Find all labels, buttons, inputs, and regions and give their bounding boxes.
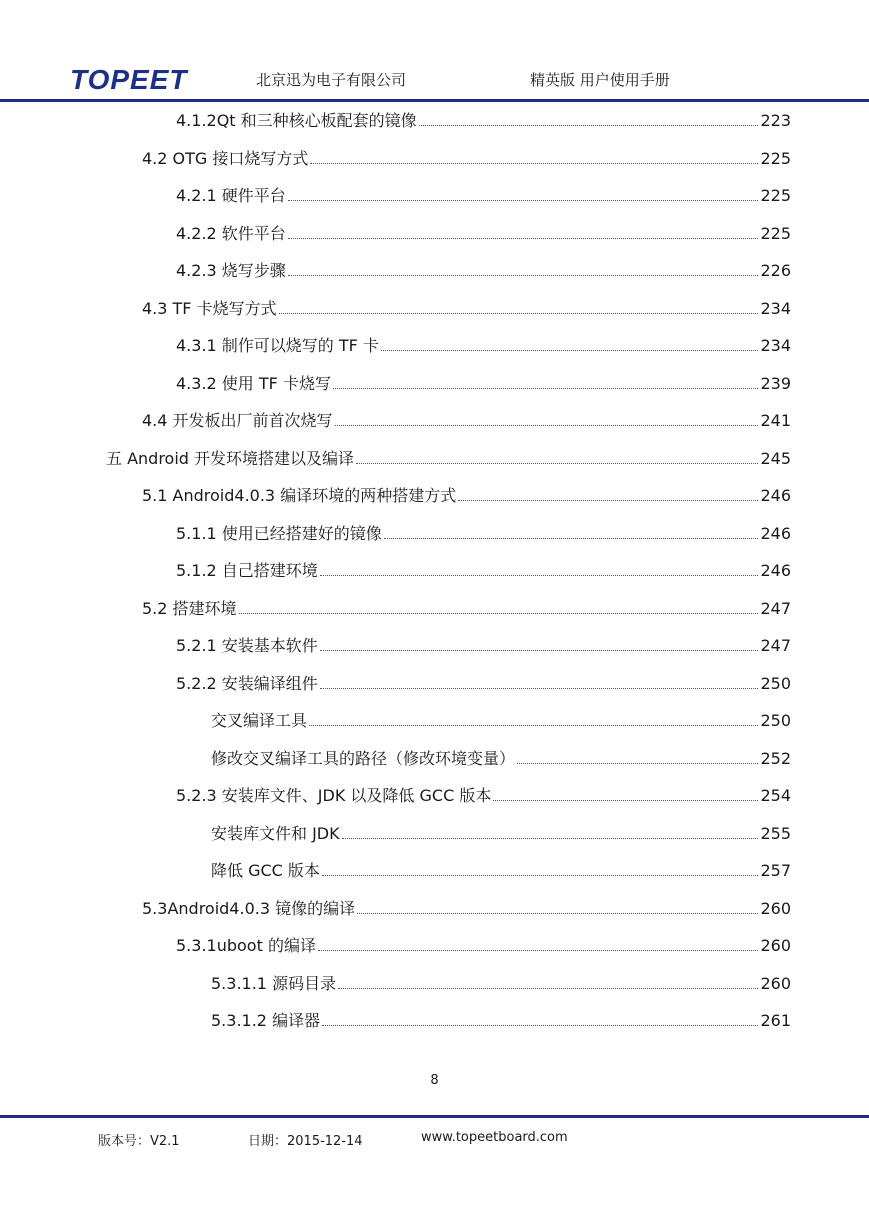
- toc-entry-page: 250: [760, 711, 791, 730]
- toc-entry-title: 4.2.2 软件平台: [176, 223, 286, 243]
- toc-entry-page: 247: [760, 636, 791, 655]
- toc-dot-leader: [320, 650, 759, 651]
- toc-dot-leader: [335, 425, 759, 426]
- toc-entry-page: 226: [760, 261, 791, 280]
- toc-entry-page: 241: [760, 411, 791, 430]
- toc-entry[interactable]: [211, 708, 791, 732]
- toc-entry[interactable]: [211, 971, 791, 995]
- toc-entry-title: 5.3Android4.0.3 镜像的编译: [142, 898, 356, 918]
- toc-entry[interactable]: [211, 858, 791, 882]
- toc-entry-title: 4.3 TF 卡烧写方式: [142, 298, 277, 318]
- toc-entry[interactable]: [106, 446, 791, 470]
- toc-entry-title: 安装库文件和 JDK: [211, 823, 340, 843]
- toc-entry[interactable]: [176, 108, 791, 132]
- toc-dot-leader: [310, 163, 758, 164]
- toc-entry-title: 4.2.1 硬件平台: [176, 186, 286, 205]
- toc-entry[interactable]: [176, 558, 791, 582]
- toc-entry-page: 246: [760, 486, 791, 505]
- toc-entry[interactable]: [176, 671, 791, 695]
- topeet-logo: TOPEET: [70, 64, 188, 95]
- toc-entry-page: 223: [760, 111, 791, 130]
- toc-dot-leader: [239, 613, 759, 614]
- toc-entry-page: 254: [760, 786, 791, 805]
- toc-entry-title: 降低 GCC 版本: [211, 861, 320, 880]
- toc-entry[interactable]: [142, 408, 791, 432]
- footer-divider: [0, 1115, 869, 1118]
- toc-entry-page: 247: [760, 598, 791, 618]
- toc-dot-leader: [419, 125, 759, 126]
- toc-dot-leader: [356, 463, 758, 464]
- toc-entry[interactable]: [142, 146, 791, 170]
- toc-entry[interactable]: [176, 521, 791, 545]
- toc-dot-leader: [322, 875, 759, 876]
- toc-entry[interactable]: [142, 896, 791, 920]
- toc-dot-leader: [309, 725, 758, 726]
- toc-entry-title: 4.2.3 烧写步骤: [176, 261, 286, 280]
- toc-dot-leader: [322, 1025, 758, 1026]
- header-document-title: 精英版 用户使用手册: [530, 71, 670, 89]
- toc-dot-leader: [333, 388, 759, 389]
- toc-entry[interactable]: [176, 221, 791, 245]
- toc-entry[interactable]: [211, 1008, 791, 1032]
- toc-entry[interactable]: [176, 633, 791, 657]
- toc-entry-page: 255: [760, 823, 791, 843]
- toc-entry-title: 4.4 开发板出厂前首次烧写: [142, 411, 333, 430]
- toc-entry-title: 5.2.2 安装编译组件: [176, 673, 318, 693]
- toc-entry-page: 252: [760, 748, 791, 768]
- toc-entry-page: 246: [760, 561, 791, 580]
- footer-version: 版本号：V2.1: [98, 1134, 180, 1149]
- toc-entry-title: 5.3.1uboot 的编译: [176, 936, 316, 955]
- toc-entry-title: 4.3.2 使用 TF 卡烧写: [176, 373, 331, 393]
- toc-entry[interactable]: [176, 258, 791, 282]
- toc-entry-page: 261: [760, 1011, 791, 1030]
- toc-dot-leader: [288, 275, 759, 276]
- toc-entry[interactable]: [142, 296, 791, 320]
- toc-dot-leader: [357, 913, 758, 914]
- toc-dot-leader: [320, 575, 759, 576]
- toc-entry-page: 246: [760, 523, 791, 543]
- toc-entry-page: 234: [760, 298, 791, 318]
- toc-dot-leader: [517, 763, 758, 764]
- toc-entry-page: 260: [760, 973, 791, 993]
- toc-entry[interactable]: [176, 333, 791, 357]
- toc-entry-title: 5.2.3 安装库文件、JDK 以及降低 GCC 版本: [176, 786, 492, 805]
- page-number: 8: [430, 1073, 439, 1088]
- toc-entry-title: 4.2 OTG 接口烧写方式: [142, 148, 309, 168]
- toc-entry-page: 250: [760, 673, 791, 693]
- toc-entry-page: 225: [760, 148, 791, 168]
- toc-dot-leader: [384, 538, 759, 539]
- header-divider: [0, 99, 869, 102]
- toc-dot-leader: [338, 988, 758, 989]
- toc-dot-leader: [381, 350, 759, 351]
- footer-website: www.topeetboard.com: [421, 1130, 568, 1145]
- toc-entry[interactable]: [142, 483, 791, 507]
- toc-entry-title: 4.3.1 制作可以烧写的 TF 卡: [176, 336, 379, 355]
- toc-entry[interactable]: [176, 783, 791, 807]
- toc-entry[interactable]: [176, 933, 791, 957]
- toc-entry-page: 260: [760, 898, 791, 918]
- toc-entry-title: 5.1 Android4.0.3 编译环境的两种搭建方式: [142, 486, 457, 505]
- toc-entry-title: 修改交叉编译工具的路径（修改环境变量）: [211, 748, 516, 768]
- toc-entry[interactable]: [211, 821, 791, 845]
- toc-dot-leader: [342, 838, 759, 839]
- toc-entry-page: 239: [760, 373, 791, 393]
- toc-entry-title: 五 Android 开发环境搭建以及编译: [106, 448, 355, 468]
- footer-date: 日期：2015-12-14: [248, 1134, 363, 1149]
- toc-dot-leader: [288, 200, 759, 201]
- toc-entry-title: 5.2.1 安装基本软件: [176, 636, 318, 655]
- toc-dot-leader: [279, 313, 759, 314]
- toc-entry-title: 5.1.2 自己搭建环境: [176, 561, 318, 580]
- toc-entry-title: 5.3.1.2 编译器: [211, 1011, 321, 1030]
- header-company-name: 北京迅为电子有限公司: [256, 71, 407, 89]
- toc-entry-page: 257: [760, 861, 791, 880]
- toc-entry-title: 交叉编译工具: [211, 711, 308, 730]
- toc-entry-title: 5.3.1.1 源码目录: [211, 973, 337, 993]
- toc-entry-title: 5.2 搭建环境: [142, 598, 237, 618]
- toc-dot-leader: [318, 950, 759, 951]
- toc-dot-leader: [320, 688, 759, 689]
- toc-entry-title: 5.1.1 使用已经搭建好的镜像: [176, 523, 382, 543]
- toc-entry-page: 225: [760, 186, 791, 205]
- toc-entry-title: 4.1.2Qt 和三种核心板配套的镜像: [176, 111, 417, 130]
- toc-entry[interactable]: [176, 183, 791, 207]
- toc-entry-page: 245: [760, 448, 791, 468]
- toc-dot-leader: [458, 500, 758, 501]
- toc-entry[interactable]: [142, 596, 791, 620]
- toc-entry[interactable]: [176, 371, 791, 395]
- toc-entry-page: 234: [760, 336, 791, 355]
- toc-entry-page: 260: [760, 936, 791, 955]
- toc-dot-leader: [493, 800, 758, 801]
- toc-dot-leader: [288, 238, 759, 239]
- toc-entry-page: 225: [760, 223, 791, 243]
- toc-entry[interactable]: [211, 746, 791, 770]
